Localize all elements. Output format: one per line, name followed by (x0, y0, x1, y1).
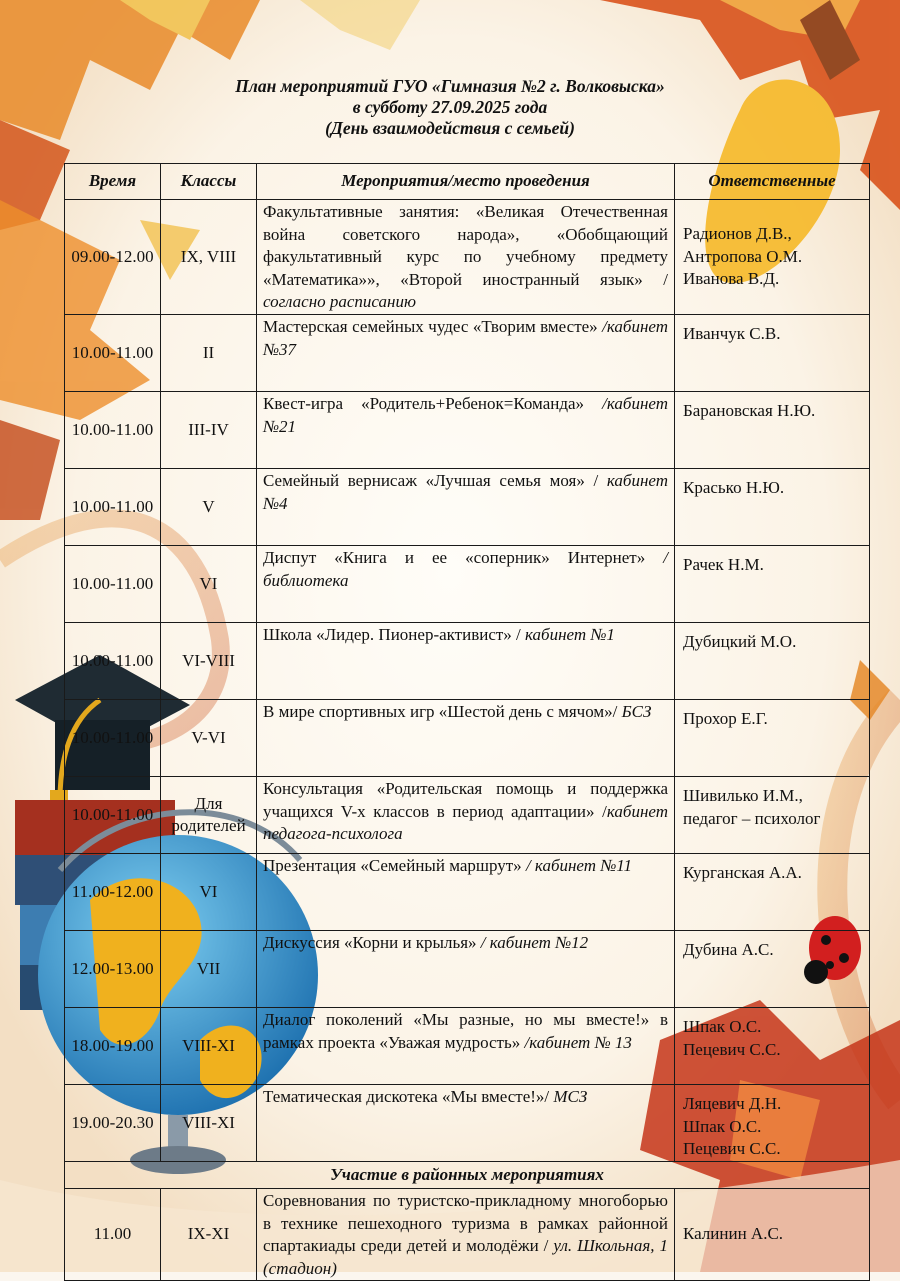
responsible-person: Пецевич С.С. (683, 1139, 781, 1158)
event-responsible (675, 1085, 870, 1162)
event-time: 12.00-13.00 (65, 931, 161, 1008)
event-place: /кабинет №37 (263, 317, 668, 359)
header-date: в субботу 27.09.2025 года (352, 97, 548, 117)
column-header-classes: Классы (161, 164, 257, 200)
event-classes: IX, VIII (161, 200, 257, 315)
responsible-person: Иванова В.Д. (683, 269, 780, 289)
responsible-person: Иванчук С.В. (683, 324, 781, 343)
event-description (257, 469, 675, 546)
table-header-row (65, 164, 870, 200)
event-place: / кабинет №12 (480, 933, 589, 952)
event-description (257, 777, 675, 854)
event-time: 11.00 (65, 1189, 161, 1281)
responsible-person: Шпак О.С. (683, 1017, 762, 1036)
event-classes: II (161, 315, 257, 392)
event-description (257, 700, 675, 777)
event-responsible (675, 623, 870, 700)
event-description (257, 623, 675, 700)
event-title: Диалог поколений «Мы разные, но мы вместе!» в рамках проекта «Уважая мудрость» (263, 1010, 668, 1052)
event-time: 10.00-11.00 (65, 546, 161, 623)
event-time: 09.00-12.00 (65, 200, 161, 315)
responsible-person: Курганская А.А. (683, 863, 802, 882)
event-description (257, 931, 675, 1008)
column-header-responsible: Ответственные (675, 164, 870, 200)
responsible-person: Шпак О.С. (683, 1116, 762, 1136)
table-row (65, 700, 870, 777)
event-time: 19.00-20.30 (65, 1085, 161, 1162)
responsible-person: Ляцевич Д.Н. (683, 1094, 782, 1113)
responsible-person: Пецевич С.С. (683, 1039, 781, 1059)
table-row (65, 1008, 870, 1085)
responsible-person: Шивилько И.М., (683, 786, 803, 805)
responsible-person: Барановская Н.Ю. (683, 401, 816, 420)
event-title: Консультация «Родительская помощь и поддержка учащихся V-х классов в период адаптации» / (263, 779, 668, 821)
table-row (65, 315, 870, 392)
responsible-person: Радионов Д.В., (683, 224, 792, 244)
table-row (65, 854, 870, 931)
event-classes: VI (161, 546, 257, 623)
event-place: согласно расписанию (263, 292, 416, 311)
event-description (257, 200, 675, 315)
event-title: Мастерская семейных чудес «Творим вместе» (263, 317, 603, 336)
event-classes: Для родителей (161, 777, 257, 854)
event-classes: VII (161, 931, 257, 1008)
event-place: / кабинет №11 (525, 856, 633, 875)
table-row (65, 777, 870, 854)
event-time: 10.00-11.00 (65, 700, 161, 777)
column-header-time: Время (65, 164, 161, 200)
event-responsible (675, 315, 870, 392)
event-time: 10.00-11.00 (65, 392, 161, 469)
event-title: Школа «Лидер. Пионер-активист» / (263, 625, 526, 644)
header-subtitle: (День взаимодействия с семьей) (325, 118, 575, 138)
event-responsible (675, 1008, 870, 1085)
event-place: МСЗ (553, 1087, 588, 1106)
section-title: Участие в районных мероприятиях (65, 1162, 870, 1189)
event-time: 10.00-11.00 (65, 623, 161, 700)
responsible-person: Прохор Е.Г. (683, 709, 768, 728)
event-responsible (675, 1189, 870, 1281)
event-description (257, 1189, 675, 1281)
event-place: кабинет педагога-психолога (263, 801, 668, 843)
event-description (257, 1008, 675, 1085)
event-time: 10.00-11.00 (65, 315, 161, 392)
responsible-person: Антропова О.М. (683, 246, 803, 266)
event-title: Соревнования по туристско-прикладному многоборью в технике пешеходного туризма в рамках районной спартакиады среди детей и молодёжи / (263, 1191, 668, 1255)
event-place: /кабинет №21 (263, 394, 668, 436)
table-row (65, 546, 870, 623)
table-row (65, 623, 870, 700)
event-time: 10.00-11.00 (65, 777, 161, 854)
event-title: В мире спортивных игр «Шестой день с мячом»/ (263, 702, 622, 721)
event-place: ул. Школьная, 1 (стадион) (263, 1236, 668, 1278)
event-responsible (675, 200, 870, 315)
event-classes: V-VI (161, 700, 257, 777)
event-title: Диспут «Книга и ее «соперник» Интернет» (263, 548, 664, 567)
table-row (65, 200, 870, 315)
table-row (65, 392, 870, 469)
table-row (65, 931, 870, 1008)
responsible-person: Калинин А.С. (683, 1224, 784, 1244)
event-responsible (675, 469, 870, 546)
event-responsible (675, 392, 870, 469)
responsible-person: Дубицкий М.О. (683, 632, 797, 651)
event-description (257, 392, 675, 469)
event-classes: VIII-XI (161, 1085, 257, 1162)
event-classes: VIII-XI (161, 1008, 257, 1085)
document-header (0, 76, 900, 139)
event-place: БСЗ (621, 702, 652, 721)
event-time: 10.00-11.00 (65, 469, 161, 546)
header-title: План мероприятий ГУО «Гимназия №2 г. Волковыска» (235, 76, 665, 96)
table-row (65, 1189, 870, 1281)
event-title: Факультативные занятия: «Великая Отечественная война советского народа», «Обобщающий факультативный курс по учебному предмету «Математика»», «Второй иностранный язык» / (263, 202, 668, 289)
event-classes: V (161, 469, 257, 546)
event-title: Квест-игра «Родитель+Ребенок=Команда» (263, 394, 603, 413)
event-responsible (675, 546, 870, 623)
section-row (65, 1162, 870, 1189)
event-responsible (675, 931, 870, 1008)
events-table (64, 163, 870, 1281)
event-time: 18.00-19.00 (65, 1008, 161, 1085)
event-classes: III-IV (161, 392, 257, 469)
event-description (257, 546, 675, 623)
event-place: кабинет №1 (525, 625, 615, 644)
event-responsible (675, 700, 870, 777)
event-description (257, 315, 675, 392)
responsible-person: Красько Н.Ю. (683, 478, 785, 497)
event-classes: VI (161, 854, 257, 931)
responsible-person: Дубина А.С. (683, 940, 774, 959)
event-place: /библиотека (263, 548, 668, 590)
event-classes: VI-VIII (161, 623, 257, 700)
event-responsible (675, 777, 870, 854)
event-description (257, 854, 675, 931)
event-responsible (675, 854, 870, 931)
event-title: Презентация «Семейный маршрут» (263, 856, 526, 875)
event-place: кабинет №4 (263, 471, 668, 513)
table-row (65, 469, 870, 546)
column-header-events: Мероприятия/место проведения (257, 164, 675, 200)
table-row (65, 1085, 870, 1162)
responsible-person: Рачек Н.М. (683, 555, 764, 574)
event-time: 11.00-12.00 (65, 854, 161, 931)
event-title: Дискуссия «Корни и крылья» (263, 933, 481, 952)
event-title: Семейный вернисаж «Лучшая семья моя» / (263, 471, 607, 490)
event-place: /кабинет № 13 (524, 1032, 632, 1052)
event-classes: IX-XI (161, 1189, 257, 1281)
responsible-person: педагог – психолог (683, 808, 821, 828)
event-description (257, 1085, 675, 1162)
event-title: Тематическая дискотека «Мы вместе!»/ (263, 1087, 554, 1106)
